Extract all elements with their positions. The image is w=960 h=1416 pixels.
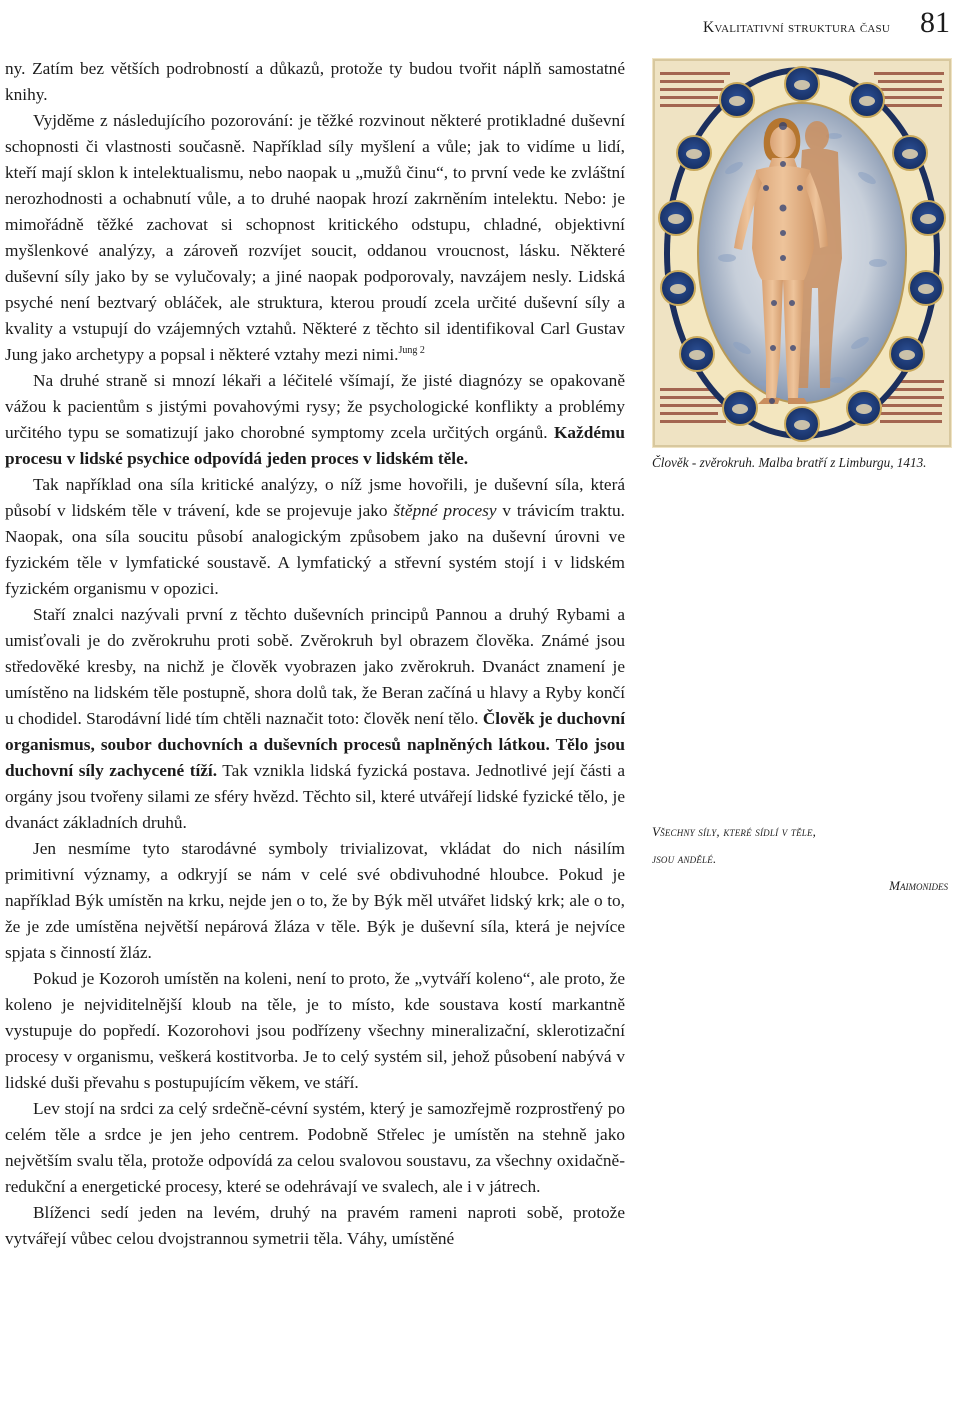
paragraph xyxy=(5,368,625,472)
page-number: 81 xyxy=(920,6,950,39)
paragraph-text: Tak například ona síla kritické analýzy, o níž jsme hovořili, je duševní síla, která působí v lidském těle v trávení, kde se projevuje jako xyxy=(5,475,625,520)
quote-author: Maimonides xyxy=(889,878,948,893)
zodiac-man-painting xyxy=(652,58,952,448)
paragraph: Jen nesmíme tyto starodávné symboly trivializovat, vkládat do nich násilím primitivní významy, a odkryjí se nám v celé své obdivuhodné hloubce. Pokud je například Býk umístěn na krku, nejde jen o to, že by Býk měl utvářet lidský krk; ale o to, že je zde umístěna největší nepárová žláza v těle. Býk je duševní síla, která je nejvíce spjata s činností žláz. xyxy=(5,839,625,962)
running-head-title: Kvalitativní struktura času xyxy=(702,19,890,36)
paragraph-text: v trávicím traktu. Naopak, ona síla soucitu působí analogickým způsobem jako na duševní úrovni ve fyzickém těle v lymfatické soustavě. A lymfatický a střevní systém stojí i v lidském fyzickém organismu v opozici. xyxy=(5,501,625,598)
epigraph-quote xyxy=(652,818,952,899)
paragraph-text: Na druhé straně si mnozí lékaři a léčitelé všímají, že jisté diagnózy se opakovaně vážou k pacientům s jistými povahovými rysy; že psychologické konflikty a problémy určitého typu se somatizují jako chorobné symptomy zcela určitých orgánů. xyxy=(5,371,625,442)
main-text xyxy=(5,56,625,1252)
paragraph: ny. Zatím bez větších podrobností a důkazů, protože ty budou tvořit náplň samostatné knihy. xyxy=(5,59,625,104)
paragraph: Blíženci sedí jeden na levém, druhý na pravém rameni naproti sobě, protože vytvářejí vůbec celou dvojstrannou symetrii těla. Váhy, umístěné xyxy=(5,1203,625,1248)
figure-caption: Člověk - zvěrokruh. Malba bratří z Limburgu, 1413. xyxy=(652,455,927,470)
running-head xyxy=(703,8,950,38)
paragraph: Lev stojí na srdci za celý srdečně-cévní systém, který je samozřejmě rozprostřený po celém těle a srdce je jen jeho centrem. Podobně Střelec je umístěn na stehně jako největším svalu těla, protože odpovídá za celou svalovou soustavu, za všechny oxidačně-redukční a energetické procesy, které se odehrávají ve svalech, ale i v játrech. xyxy=(5,1099,625,1196)
paragraph xyxy=(5,472,625,602)
zodiac-man-illustration xyxy=(652,58,952,448)
paragraph xyxy=(5,602,625,836)
paragraph-text: Tak vznikla lidská fyzická postava. Jednotlivé její části a orgány jsou tvořeny silami ze sféry hvězd. Těchto sil, které utvářejí lidské fyzické tělo, je dvanáct základních druhů. xyxy=(5,761,625,832)
bold-statement: Každému procesu v lidské psychice odpovídá jeden proces v lidském těle. xyxy=(5,423,625,468)
quote-line: jsou andělé. xyxy=(652,851,717,866)
footnote-reference: Jung 2 xyxy=(398,345,425,356)
bold-statement: Člověk je duchovní organismus, soubor duchovních a duševních procesů naplněných látkou. Tělo jsou duchovní síly zachycené tíží. xyxy=(5,709,625,780)
paragraph: Pokud je Kozoroh umístěn na koleni, není to proto, že „vytváří koleno“, ale proto, že koleno je nejviditelnější kloub na těle, je to místo, kde soustava kostí markantně vystupuje do popředí. Kozorohovi jsou podřízeny všechny mineralizační, sklerotizační procesy v organismu, veškerá kostitvorba. Je to celý systém sil, jehož působení nabývá v lidské duši převahu s postupujícím věkem, ve stáří. xyxy=(5,969,625,1092)
paragraph-text: Vyjděme z následujícího pozorování: je těžké rozvinout některé protikladné duševní schopnosti či vlastnosti současně. Například síly myšlení a vůle; jak to vidíme u lidí, kteří mají sklon k intelektualismu, nebo naopak u „mužů činu“, to první vede ke zvláštní nerozhodnosti a ochabnutí vůle, a to druhé naopak hrozí zakrněním intelektu. Nebo: je mimořádně těžké zachovat si schopnost kritického odstupu, chladné, objektivní myšlenkové analýzy, a zároveň rozvíjet soucit, oddanou vroucnost, lásku. Některé duševní síly jako by se vylučovaly; a jiné naopak podporovaly, navzájem nesly. Lidská psyché není beztvarý obláček, ale struktura, kterou proudí zcela určité duševní síly a kvality a vstupují do vzájemných vztahů. Některé z těchto sil identifikoval Carl Gustav Jung jako archetypy a popsal i některé vztahy mezi nimi. xyxy=(5,111,625,364)
quote-line: Všechny síly, které sídlí v těle, xyxy=(652,824,817,839)
italic-term: štěpné procesy xyxy=(393,501,497,520)
paragraph-text: Staří znalci nazývali první z těchto duševních principů Pannou a druhý Rybami a umisťovali je do zvěrokruhu proti sobě. Zvěrokruh byl obrazem člověka. Známé jsou středověké kresby, na nichž je člověk vyobrazen jako zvěrokruh. Dvanáct znamení je umístěno na lidském těle postupně, shora dolů tak, že Beran začíná u hlavy a Ryby končí u chodidel. Starodávní lidé tím chtěli naznačit toto: člověk není tělo. xyxy=(5,605,625,728)
paragraph xyxy=(5,108,625,368)
